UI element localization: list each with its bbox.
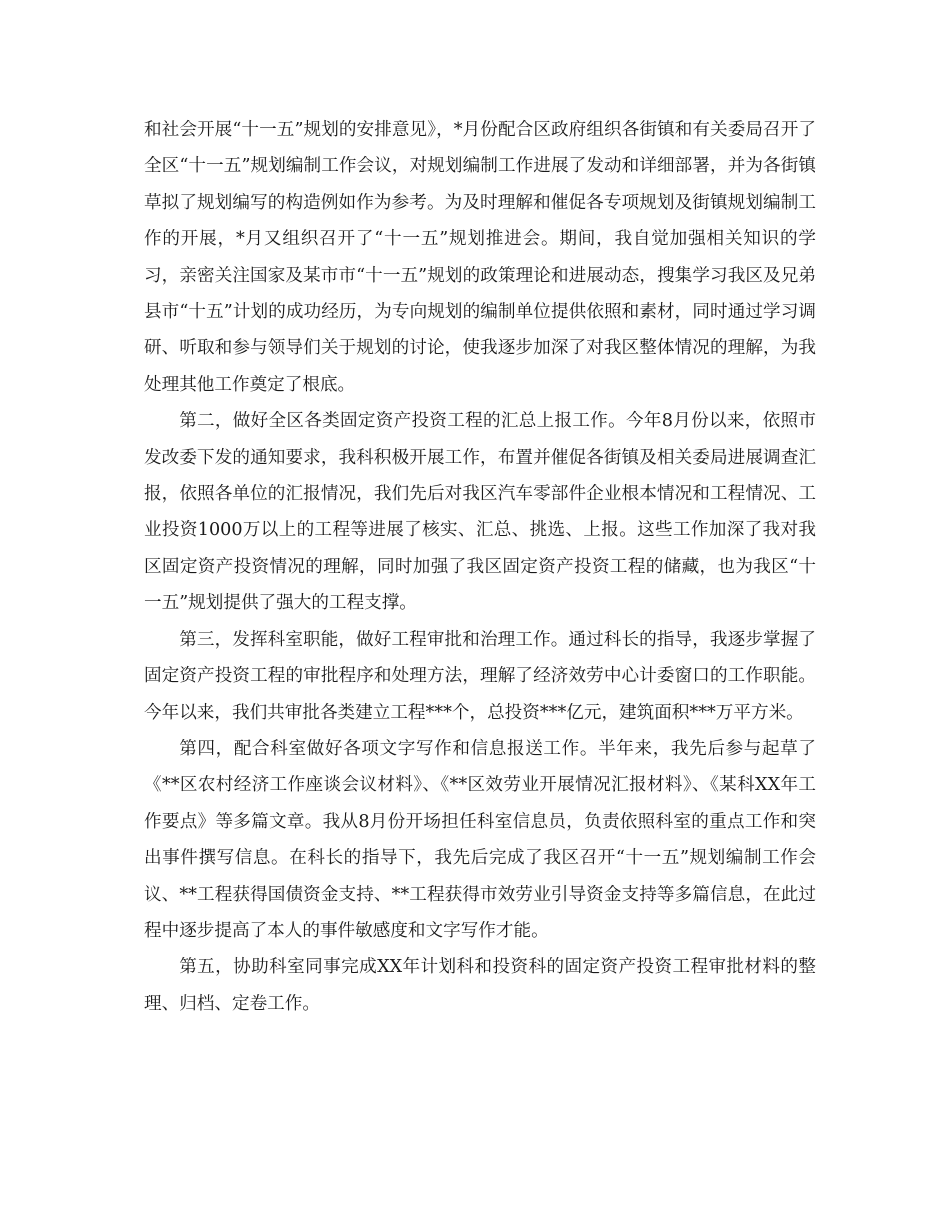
- paragraph-second: 第二，做好全区各类固定资产投资工程的汇总上报工作。今年8月份以来，依照市发改委下发的通知要求，我科积极开展工作，布置并催促各街镇及相关委局进展调查汇报，依照各单位的汇报情况，我们先后对我区汽车零部件企业根本情况和工程情况、工业投资1000万以上的工程等进展了核实、汇总、挑选、上报。这些工作加深了我对我区固定资产投资情况的理解，同时加强了我区固定资产投资工程的储藏，也为我区“十一五”规划提供了强大的工程支撑。: [144, 411, 816, 614]
- paragraph-third: 第三，发挥科室职能，做好工程审批和治理工作。通过科长的指导，我逐步掌握了固定资产投资工程的审批程序和处理方法，理解了经济效劳中心计委窗口的工作职能。今年以来，我们共审批各类建立工程***个，总投资***亿元，建筑面积***万平方米。: [144, 629, 816, 723]
- paragraph-continued: 和社会开展“十一五”规划的安排意见》，*月份配合区政府组织各街镇和有关委局召开了全区“十一五”规划编制工作会议，对规划编制工作进展了发动和详细部署，并为各街镇草拟了规划编写的构造例如作为参考。为及时理解和催促各专项规划及街镇规划编制工作的开展，*月又组织召开了“十一五”规划推进会。期间，我自觉加强相关知识的学习，亲密关注国家及某市市“十一五”规划的政策理论和进展动态，搜集学习我区及兄弟县市“十五”计划的成功经历，为专向规划的编制单位提供依照和素材，同时通过学习调研、听取和参与领导们关于规划的讨论，使我逐步加深了对我区整体情况的理解，为我处理其他工作奠定了根底。: [144, 120, 816, 395]
- paragraph-fifth: 第五，协助科室同事完成XX年计划科和投资科的固定资产投资工程审批材料的整理、归档、定卷工作。: [144, 957, 816, 1014]
- document-body: [144, 112, 816, 1022]
- paragraph-fourth: 第四，配合科室做好各项文字写作和信息报送工作。半年来，我先后参与起草了《**区农村经济工作座谈会议材料》、《**区效劳业开展情况汇报材料》、《某科XX年工作要点》等多篇文章。我从8月份开场担任科室信息员，负责依照科室的重点工作和突出事件撰写信息。在科长的指导下，我先后完成了我区召开“十一五”规划编制工作会议、**工程获得国债资金支持、**工程获得市效劳业引导资金支持等多篇信息，在此过程中逐步提高了本人的事件敏感度和文字写作才能。: [144, 738, 816, 941]
